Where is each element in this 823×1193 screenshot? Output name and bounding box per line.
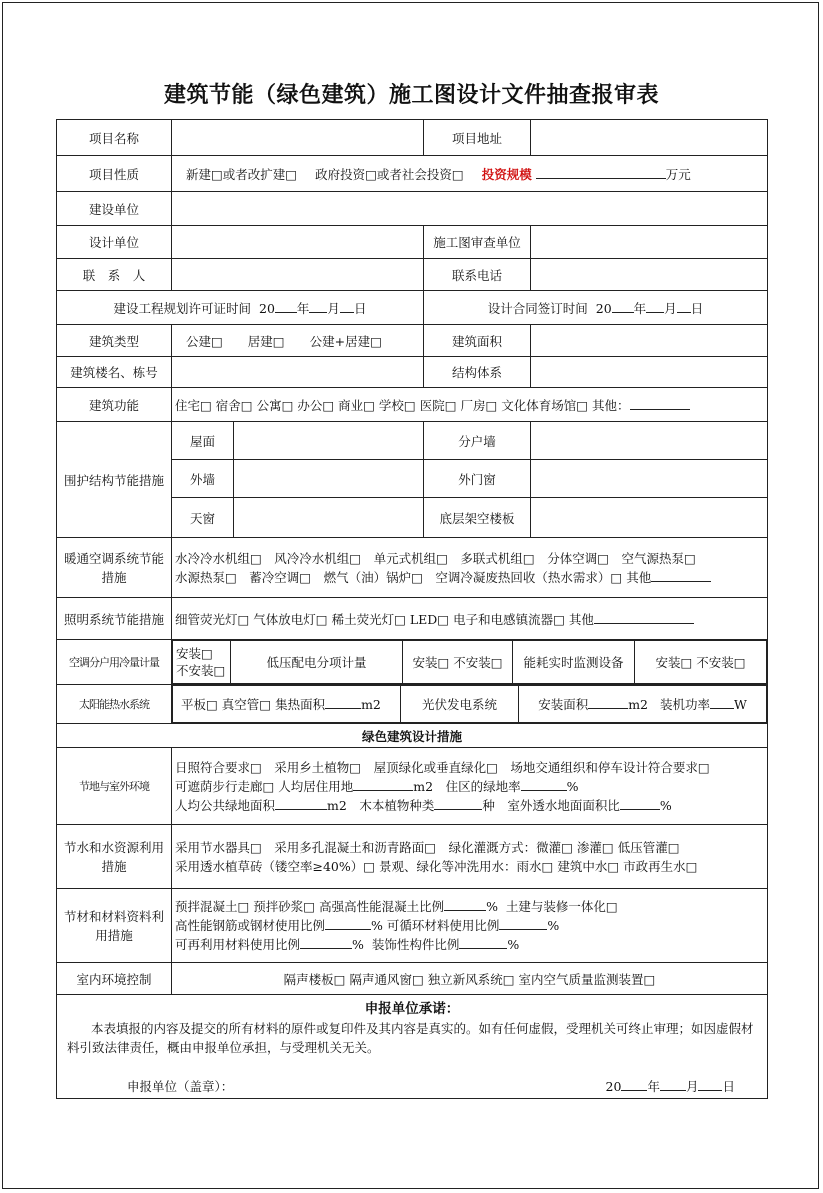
day-label: 日 bbox=[690, 300, 704, 316]
label-design-unit: 设计单位 bbox=[57, 226, 172, 259]
pledge-title: 申报单位承诺： bbox=[364, 1001, 460, 1017]
month-label: 月 bbox=[685, 1079, 699, 1094]
contract-time-row[interactable] bbox=[424, 291, 768, 325]
site-line-1[interactable]: 日照符合要求□ 采用乡土植物□ 屋顶绿化或垂直绿化□ 场地交通组织和停车设计符合要求□ bbox=[175, 759, 710, 775]
hvac-other-field[interactable] bbox=[651, 569, 711, 582]
permit-year-field[interactable] bbox=[275, 300, 297, 313]
water-line-2[interactable]: 采用透水植草砖（镂空率≥40%）□ 景观、绿化等冲洗用水：雨水□ 建筑中水□ 市政再生水□ bbox=[175, 858, 698, 874]
label-project-address: 项目地址 bbox=[424, 120, 531, 156]
year-prefix: 20 bbox=[259, 300, 275, 316]
roof-field[interactable] bbox=[234, 422, 424, 460]
label-skylight: 天窗 bbox=[172, 498, 234, 538]
water-line-1[interactable]: 采用节水器具□ 采用多孔混凝土和沥青路面□ 绿化灌溉方式：微灌□ 渗灌□ 低压管灌□ bbox=[175, 839, 680, 855]
applicant-year-field[interactable] bbox=[621, 1078, 647, 1091]
structure-field[interactable] bbox=[531, 357, 768, 388]
project-name-field[interactable] bbox=[172, 120, 424, 156]
hvac-options[interactable] bbox=[172, 538, 768, 598]
material-line-1b[interactable]: 土建与装修一体化□ bbox=[505, 899, 618, 914]
construction-unit-field[interactable] bbox=[172, 192, 768, 226]
ac-install-options[interactable] bbox=[173, 641, 231, 684]
lighting-options[interactable] bbox=[172, 598, 768, 640]
year-label: 年 bbox=[633, 300, 647, 316]
water-options[interactable] bbox=[172, 825, 768, 889]
label-building-area: 建筑面积 bbox=[424, 325, 531, 357]
label-low-voltage: 低压配电分项计量 bbox=[231, 641, 403, 684]
site-options[interactable] bbox=[172, 748, 768, 825]
label-project-name: 项目名称 bbox=[57, 120, 172, 156]
label-water: 节水和水资源利用措施 bbox=[57, 825, 172, 889]
material-line-1a[interactable]: 预拌混凝土□ 预拌砂浆□ 高强高性能混凝土比例 bbox=[175, 899, 445, 914]
exterior-wall-field[interactable] bbox=[234, 460, 424, 498]
hvac-line-1[interactable]: 水冷冷水机组□ 风冷冷水机组□ 单元式机组□ 多联式机组□ 分体空调□ 空气源热泵□ bbox=[175, 550, 696, 566]
label-project-nature: 项目性质 bbox=[57, 156, 172, 192]
lighting-options-text[interactable]: 细管荧光灯□ 气体放电灯□ 稀土荧光灯□ LED□ 电子和电感镇流器□ 其他 bbox=[175, 611, 594, 627]
design-unit-field[interactable] bbox=[172, 226, 424, 259]
day-label: 日 bbox=[353, 300, 367, 316]
concrete-ratio-field[interactable] bbox=[444, 898, 486, 911]
label-building-type: 建筑类型 bbox=[57, 325, 172, 357]
label-structure: 结构体系 bbox=[424, 357, 531, 388]
metering-row bbox=[172, 640, 768, 685]
partition-wall-field[interactable] bbox=[531, 422, 768, 460]
install-power-unit: W bbox=[733, 697, 747, 712]
function-options-text[interactable]: 住宅□ 宿舍□ 公寓□ 办公□ 商业□ 学校□ 医院□ 厂房□ 文化体育场馆□ 其他： bbox=[175, 397, 630, 413]
label-review-unit: 施工图审查单位 bbox=[424, 226, 531, 259]
year-label: 年 bbox=[647, 1079, 660, 1094]
function-other-field[interactable] bbox=[630, 397, 690, 410]
applicant-day-field[interactable] bbox=[698, 1078, 722, 1091]
pledge-section bbox=[57, 995, 768, 1099]
label-partition-wall: 分户墙 bbox=[424, 422, 531, 460]
label-roof: 屋面 bbox=[172, 422, 234, 460]
exterior-door-field[interactable] bbox=[531, 460, 768, 498]
day-label: 日 bbox=[722, 1079, 735, 1094]
permeable-ratio-field[interactable] bbox=[620, 797, 660, 810]
green-ratio-field[interactable] bbox=[521, 778, 567, 791]
material-line-3[interactable] bbox=[175, 935, 764, 954]
investment-scale-field[interactable] bbox=[536, 166, 666, 179]
site-line-2a[interactable]: 可遮荫步行走廊□ 人均居住用地 bbox=[175, 778, 354, 794]
material-line-2[interactable] bbox=[175, 916, 764, 935]
label-material: 节材和材料资料利用措施 bbox=[57, 889, 172, 963]
building-function-options[interactable] bbox=[172, 388, 768, 422]
applicant-date[interactable] bbox=[606, 1077, 735, 1095]
project-nature-options[interactable] bbox=[172, 156, 768, 192]
per-capita-land-field[interactable] bbox=[353, 778, 413, 791]
building-type-options[interactable]: 公建□ 居建□ 公建+居建□ bbox=[172, 325, 424, 357]
ac-install-option[interactable]: 安装□ bbox=[176, 646, 213, 661]
applicant-label: 申报单位（盖章）： bbox=[127, 1079, 234, 1094]
hvac-line-2-wrap[interactable] bbox=[175, 568, 764, 587]
green-building-header: 绿色建筑设计措施 bbox=[57, 724, 768, 748]
month-label: 月 bbox=[327, 300, 340, 316]
recyclable-ratio-field[interactable] bbox=[499, 917, 547, 930]
solar-options[interactable] bbox=[173, 686, 401, 723]
material-options[interactable] bbox=[172, 889, 768, 963]
label-energy-monitor: 能耗实时监测设备 bbox=[513, 641, 635, 684]
label-install-power: 装机功率 bbox=[659, 697, 710, 712]
year-prefix: 20 bbox=[595, 300, 612, 316]
year-label: 年 bbox=[296, 300, 310, 316]
label-hvac: 暖通空调系统节能措施 bbox=[57, 538, 172, 598]
site-line-2b: m2 住区的绿地率 bbox=[413, 778, 521, 794]
label-ac-metering: 空调分户用冷量计量 bbox=[57, 640, 172, 685]
site-line-3a: 人均公共绿地面积 bbox=[175, 797, 276, 813]
ac-not-install-option[interactable]: 不安装□ bbox=[176, 663, 226, 678]
label-phone: 联系电话 bbox=[424, 259, 531, 291]
contract-month-field[interactable] bbox=[646, 300, 664, 313]
label-permit-time: 建设工程规划许可证时间 bbox=[113, 300, 252, 316]
site-line-3b: m2 木本植物种类 bbox=[327, 797, 435, 813]
label-lighting: 照明系统节能措施 bbox=[57, 598, 172, 640]
label-building-name: 建筑楼名、栋号 bbox=[57, 357, 172, 388]
permit-day-field[interactable] bbox=[340, 300, 354, 313]
review-form bbox=[56, 119, 768, 1099]
steel-ratio-field[interactable] bbox=[325, 917, 371, 930]
site-line-2[interactable] bbox=[175, 777, 764, 796]
public-green-field[interactable] bbox=[275, 797, 327, 810]
install-area-unit: m2 bbox=[628, 697, 649, 712]
label-contact: 联 系 人 bbox=[57, 259, 172, 291]
label-indoor: 室内环境控制 bbox=[57, 963, 172, 995]
label-pv: 光伏发电系统 bbox=[401, 686, 519, 723]
percent-sign: % bbox=[371, 918, 383, 933]
percent-sign: % bbox=[566, 778, 579, 794]
month-label: 月 bbox=[664, 300, 677, 316]
contract-year-field[interactable] bbox=[612, 300, 634, 313]
site-line-3[interactable] bbox=[175, 796, 764, 815]
low-voltage-options[interactable]: 安装□ 不安装□ bbox=[403, 641, 513, 684]
percent-sign: % bbox=[659, 797, 672, 813]
material-line-3a: 可再利用材料使用比例 bbox=[175, 937, 301, 952]
material-line-3b: 装饰性构件比例 bbox=[371, 937, 460, 952]
material-line-2b: 可循环材料使用比例 bbox=[386, 918, 500, 933]
energy-monitor-options[interactable]: 安装□ 不安装□ bbox=[635, 641, 767, 684]
permit-time-row[interactable] bbox=[57, 291, 424, 325]
label-contract-time: 设计合同签订时间 bbox=[487, 300, 588, 316]
install-area-field[interactable] bbox=[588, 696, 628, 709]
contract-day-field[interactable] bbox=[677, 300, 691, 313]
review-unit-field[interactable] bbox=[531, 226, 768, 259]
reusable-ratio-field[interactable] bbox=[300, 936, 352, 949]
label-exterior-door: 外门窗 bbox=[424, 460, 531, 498]
permit-month-field[interactable] bbox=[309, 300, 327, 313]
percent-sign: % bbox=[547, 918, 560, 933]
nature-option-new[interactable]: 新建□或者改扩建□ bbox=[186, 166, 298, 182]
percent-sign: % bbox=[486, 899, 498, 914]
site-line-3c: 种 室外透水地面面积比 bbox=[482, 797, 620, 813]
building-area-field[interactable] bbox=[531, 325, 768, 357]
label-install-area: 安装面积 bbox=[538, 697, 589, 712]
label-building-function: 建筑功能 bbox=[57, 388, 172, 422]
label-solar-water: 太阳能热水系统 bbox=[57, 685, 172, 724]
material-line-2a: 高性能钢筋或钢材使用比例 bbox=[175, 918, 326, 933]
label-exterior-wall: 外墙 bbox=[172, 460, 234, 498]
plant-species-field[interactable] bbox=[434, 797, 482, 810]
skylight-field[interactable] bbox=[234, 498, 424, 538]
ground-floor-field[interactable] bbox=[531, 498, 768, 538]
label-investment-scale: 投资规模 bbox=[481, 166, 532, 182]
solar-options-text[interactable]: 平板□ 真空管□ 集热面积 bbox=[181, 697, 326, 712]
investment-unit: 万元 bbox=[665, 166, 691, 182]
year-prefix: 20 bbox=[605, 1079, 622, 1094]
phone-field[interactable] bbox=[531, 259, 768, 291]
pledge-text: 本表填报的内容及提交的所有材料的原件或复印件及其内容是真实的。如有任何虚假，受理机关可终止审理；如因虚假材料引致法律责任，概由申报单位承担，与受理机关无关。 bbox=[67, 1021, 754, 1055]
material-line-1[interactable] bbox=[175, 897, 764, 916]
applicant-month-field[interactable] bbox=[660, 1078, 686, 1091]
label-ground-floor: 底层架空楼板 bbox=[424, 498, 531, 538]
collector-area-field[interactable] bbox=[325, 696, 361, 709]
hvac-line-2[interactable]: 水源热泵□ 蓄冷空调□ 燃气（油）锅炉□ 空调冷凝废热回收（热水需求）□ 其他 bbox=[175, 569, 652, 585]
indoor-options[interactable]: 隔声楼板□ 隔声通风窗□ 独立新风系统□ 室内空气质量监测装置□ bbox=[172, 963, 768, 995]
collector-area-unit: m2 bbox=[361, 697, 381, 712]
decorative-ratio-field[interactable] bbox=[459, 936, 507, 949]
percent-sign: % bbox=[507, 937, 520, 952]
lighting-other-field[interactable] bbox=[594, 611, 694, 624]
pv-fields[interactable] bbox=[519, 686, 767, 723]
percent-sign: % bbox=[352, 937, 364, 952]
project-address-field[interactable] bbox=[531, 120, 768, 156]
label-construction-unit: 建设单位 bbox=[57, 192, 172, 226]
page-title: 建筑节能（绿色建筑）施工图设计文件抽查报审表 bbox=[163, 83, 659, 108]
install-power-field[interactable] bbox=[710, 696, 734, 709]
solar-row bbox=[172, 685, 768, 724]
nature-option-investment[interactable]: 政府投资□或者社会投资□ bbox=[315, 166, 464, 182]
building-name-field[interactable] bbox=[172, 357, 424, 388]
contact-field[interactable] bbox=[172, 259, 424, 291]
label-envelope: 围护结构节能措施 bbox=[57, 422, 172, 538]
label-site: 节地与室外环境 bbox=[57, 748, 172, 825]
